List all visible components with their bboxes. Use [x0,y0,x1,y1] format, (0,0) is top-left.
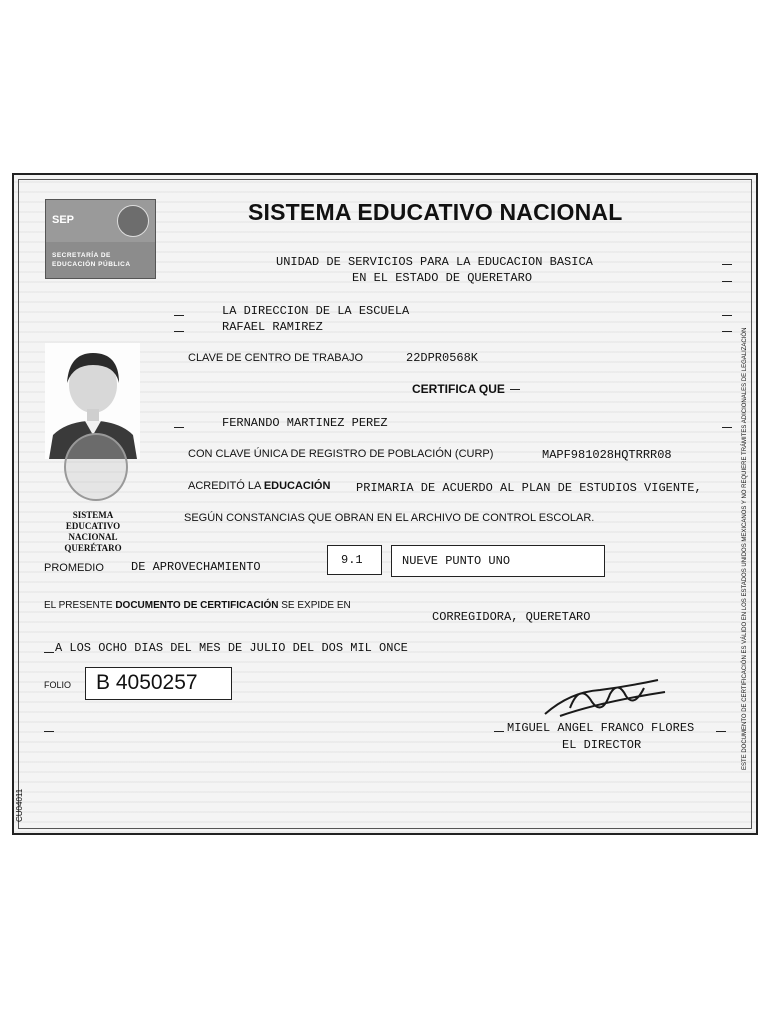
margin-dash [716,731,726,732]
grade-words-box [391,545,605,577]
cct-value: 22DPR0568K [406,351,479,365]
margin-dash [722,264,732,265]
margin-dash [174,315,184,316]
margin-dash [722,331,732,332]
seal-caption-line1: SISTEMA [72,510,114,520]
issue-date: A LOS OCHO DIAS DEL MES DE JULIO DEL DOS MIL ONCE [55,641,408,655]
constancias-text: SEGÚN CONSTANCIAS QUE OBRAN EN EL ARCHIVO DE CONTROL ESCOLAR. [184,512,595,524]
school-line1: LA DIRECCION DE LA ESCUELA [222,304,410,318]
director-name: MIGUEL ANGEL FRANCO FLORES [507,721,695,735]
curp-value: MAPF981028HQTRRR08 [542,448,672,462]
folio-label: FOLIO [44,680,72,690]
seal-caption-line2: EDUCATIVO NACIONAL [65,521,121,542]
sep-logo-line1: SECRETARÍA DE [52,252,111,259]
issue-place: CORREGIDORA, QUERETARO [432,610,591,624]
margin-dash [44,652,54,653]
folio-box [85,667,232,700]
curp-label: CON CLAVE ÚNICA DE REGISTRO DE POBLACIÓN (CURP) [188,448,494,460]
sep-logo [45,199,156,279]
issue-label-b: DOCUMENTO DE CERTIFICACIÓN [115,600,279,611]
margin-dash [510,389,520,390]
document-title: SISTEMA EDUCATIVO NACIONAL [248,199,623,225]
margin-dash [722,315,732,316]
grade-number: 9.1 [341,553,363,567]
education-label [188,480,330,492]
certifica-heading: CERTIFICA QUE [412,382,505,396]
student-name: FERNANDO MARTINEZ PEREZ [222,416,388,430]
national-seal-icon [117,205,149,237]
unit-line2: EN EL ESTADO DE QUERETARO [352,271,533,285]
validity-side-text: ESTE DOCUMENTO DE CERTIFICACIÓN ES VÁLIDO EN LOS ESTADOS UNIDOS MEXICANOS Y NO REQUIERE TRÁMITES ADICIONALES DE LEGALIZACIÓN [742,327,748,770]
aprovechamiento-label: DE APROVECHAMIENTO [131,560,261,574]
seal-caption-line3: QUERÉTARO [64,543,122,553]
grade-words: NUEVE PUNTO UNO [402,554,511,568]
grade-number-box [327,545,382,575]
unit-line1: UNIDAD DE SERVICIOS PARA LA EDUCACION BASICA [276,255,593,269]
seal-caption [54,510,132,554]
folio-number: B 4050257 [96,671,198,694]
promedio-label: PROMEDIO [44,562,104,574]
education-label-a: ACREDITÓ LA [188,480,261,492]
director-role: EL DIRECTOR [562,738,642,752]
director-signature [540,672,670,722]
issue-label-a: EL PRESENTE [44,600,113,611]
cct-label: CLAVE DE CENTRO DE TRABAJO [188,352,364,364]
margin-dash [174,427,184,428]
form-code: CU04011 [15,788,24,822]
margin-dash [494,731,504,732]
issue-label [44,600,351,611]
issue-label-c: SE EXPIDE EN [281,600,351,611]
margin-dash [722,281,732,282]
education-value: PRIMARIA DE ACUERDO AL PLAN DE ESTUDIOS VIGENTE, [356,481,702,495]
margin-dash [44,731,54,732]
sep-logo-abbrev: SEP [52,214,75,226]
official-seal [64,433,128,501]
education-label-b: EDUCACIÓN [263,480,331,492]
margin-dash [722,427,732,428]
sep-logo-line2: EDUCACIÓN PÚBLICA [52,261,131,268]
margin-dash [174,331,184,332]
school-name: RAFAEL RAMIREZ [222,320,323,334]
